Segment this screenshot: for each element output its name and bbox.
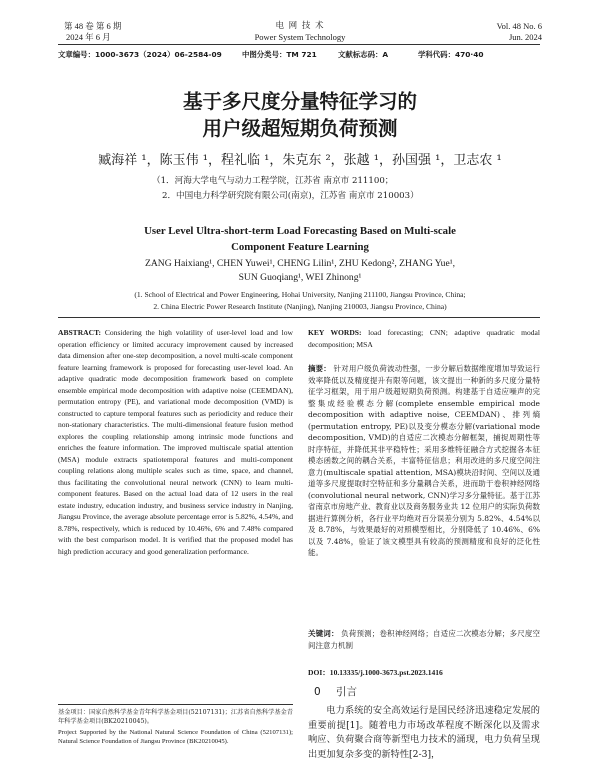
authors-en-line2: SUN Guoqiang¹, WEI Zhinong¹	[238, 272, 362, 283]
header-date-cn: 2024 年 6 月	[66, 32, 111, 42]
authors-en-line1: ZANG Haixiang¹, CHEN Yuwei¹, CHENG Lilin¹, ZHU Kedong², ZHANG Yue¹,	[145, 258, 455, 269]
meta-article-id: 文章编号：1000-3673（2024）06-2584-09	[58, 50, 222, 59]
title-cn-line2: 用户级超短期负荷预测	[202, 117, 398, 140]
header-rule	[58, 44, 540, 45]
abstract-cn-label: 摘要：	[308, 364, 331, 373]
abstract-cn	[308, 363, 540, 559]
header-date-en: Jun. 2024	[508, 32, 542, 42]
affiliation-cn-2: 2．中国电力科学研究院有限公司(南京)，江苏省 南京市 210003）	[162, 191, 419, 201]
affiliation-en-1: (1. School of Electrical and Power Engineering, Hohai University, Nanjing 211100, Jiangsu Province, China;	[134, 290, 466, 299]
affiliation-en-2: 2. China Electric Power Research Institute (Nanjing), Nanjing 210003, Jiangsu Province, China)	[153, 302, 447, 311]
abstract-en	[58, 327, 293, 557]
title-en-line2: Component Feature Learning	[231, 241, 369, 253]
meta-subject-code: 学科代码：470·40	[418, 50, 484, 59]
keywords-cn-label: 关键词：	[308, 629, 339, 638]
meta-clc: 中图分类号：TM 721	[242, 50, 317, 59]
footnote-en: Project Supported by the National Natural Science Foundation of China (52107131); Natural Science Foundation of Jiangsu Province (BK20210045).	[58, 729, 293, 745]
abstract-cn-text: 针对用户级负荷波动性强，一步分解后数据维度增加导致运行效率降低以及精度提升有限等问题，该文提出一种新的多尺度分量特征学习框架，用于用户级超短期负荷预测。构建基于自适应噪声的完整集成经验模态分解(complete ensemble empirical mode decomposition with adaptive noise, CEEMDAN)、排列熵(permutation entropy, PE)以及变分模态分解(variational mode decomposition, VMD)的自适应二次模态分解框架，捕捉周期性等时序特征，并降低其非平稳特性；采用多维特征融合方式挖掘各本征模态函数之间的耦合关系，丰富特征信息；利用改进的多尺度空间注意力(multiscale spatial attention, MSA)模块沿时间、空间以及通道等多尺度提取时空特征和多分量耦合关系，进而助于卷积神经网络(convolutional neural network, CNN)学习多分量特征。基于江苏省南京市房地产业、教育业以及商务服务业共 12 位用户的实际负荷数据进行算例分析，各行业平均绝对百分误差分别为 5.82%、4.54%以及 8.78%，与效果最好的对照模型相比，分别降低了 10.46%、6%以及 7.48%，验证了该文模型具有较高的预测精度和良好的泛化性能。	[308, 364, 541, 557]
affiliation-cn-1: （1．河海大学电气与动力工程学院，江苏省 南京市 211100；	[152, 176, 394, 186]
abstract-en-text: Considering the high volatility of user-level load and low operation efficiency or limited accuracy improvement caused by increased data dimension after one-step decomposition, a novel multi-scale component feature learning framework is proposed for forecasting user-level load. An adaptive quadratic mode decomposition framework based on complete ensemble empirical mode decomposition with adaptive noise (CEEMDAN), permutation entropy (PE), and variational mode decomposition (VMD) is constructed to capture temporal features such as periodicity and reduce their non-stationary characteristics. The multi-dimensional feature fusion method explores the coupling relationship among intrinsic mode functions and enriches the feature information. The improved multiscale spatial attention (MSA) module extracts spatiotemporal features and multi-component coupling relations along multiple scales such as time, space, and channel, thus facilitating the convolutional neural network (CNN) to learn multi-component features. Based on the actual load data of 12 users in the real estate industry, education industry, and business service industry in Nanjing, Jiangsu Province, the average absolute percentage error is 5.82%, 4.54%, and 8.78%, respectively, which is reduced by 10.46%, 6% and 7.48% compared with the best comparison model. It is verified that the proposed model has high prediction accuracy and good generalization performance.	[58, 328, 293, 556]
header-journal-en: Power System Technology	[254, 32, 346, 42]
keywords-en-label: KEY WORDS:	[308, 328, 362, 337]
footnote-cn: 基金项目：国家自然科学基金青年科学基金项目(52107131)；江苏省自然科学基金青年科学基金项目(BK20210045)。	[58, 709, 293, 725]
abstract-en-label: ABSTRACT:	[58, 328, 102, 337]
header-journal-cn: 电 网 技 术	[275, 21, 325, 31]
keywords-cn-text: 负荷预测；卷积神经网络；自适应二次模态分解；多尺度空间注意力机制	[308, 629, 541, 650]
authors-cn: 臧海祥 ¹，陈玉伟 ¹，程礼临 ¹，朱克东 ²，张越 ¹，孙国强 ¹，卫志农 ¹	[98, 153, 502, 168]
section-number: 0	[314, 686, 321, 698]
intro-paragraph: 电力系统的安全高效运行是国民经济迅速稳定发展的重要前提[1]。随着电力市场改革程度不断深化以及需求响应、负荷聚合商等新型电力技术的涌现，电力负荷呈现出更加复杂多变的新特性[2-3]，	[308, 705, 540, 760]
section-title: 引言	[336, 686, 358, 698]
header-volume-cn: 第 48 卷 第 6 期	[64, 21, 122, 31]
doi: DOI：10.13335/j.1000-3673.pst.2023.1416	[308, 668, 443, 677]
footnote-rule	[58, 704, 293, 705]
keywords-en	[308, 327, 540, 350]
section-rule	[58, 317, 540, 318]
keywords-en-text: load forecasting; CNN; adaptive quadratic modal decomposition; MSA	[308, 328, 541, 349]
title-cn-line1: 基于多尺度分量特征学习的	[182, 90, 417, 113]
header-volume-en: Vol. 48 No. 6	[496, 21, 542, 31]
section-heading	[314, 684, 357, 699]
meta-doc-code: 文献标志码：A	[338, 50, 389, 59]
title-en-line1: User Level Ultra-short-term Load Forecasting Based on Multi-scale	[144, 225, 456, 237]
keywords-cn	[308, 628, 540, 651]
